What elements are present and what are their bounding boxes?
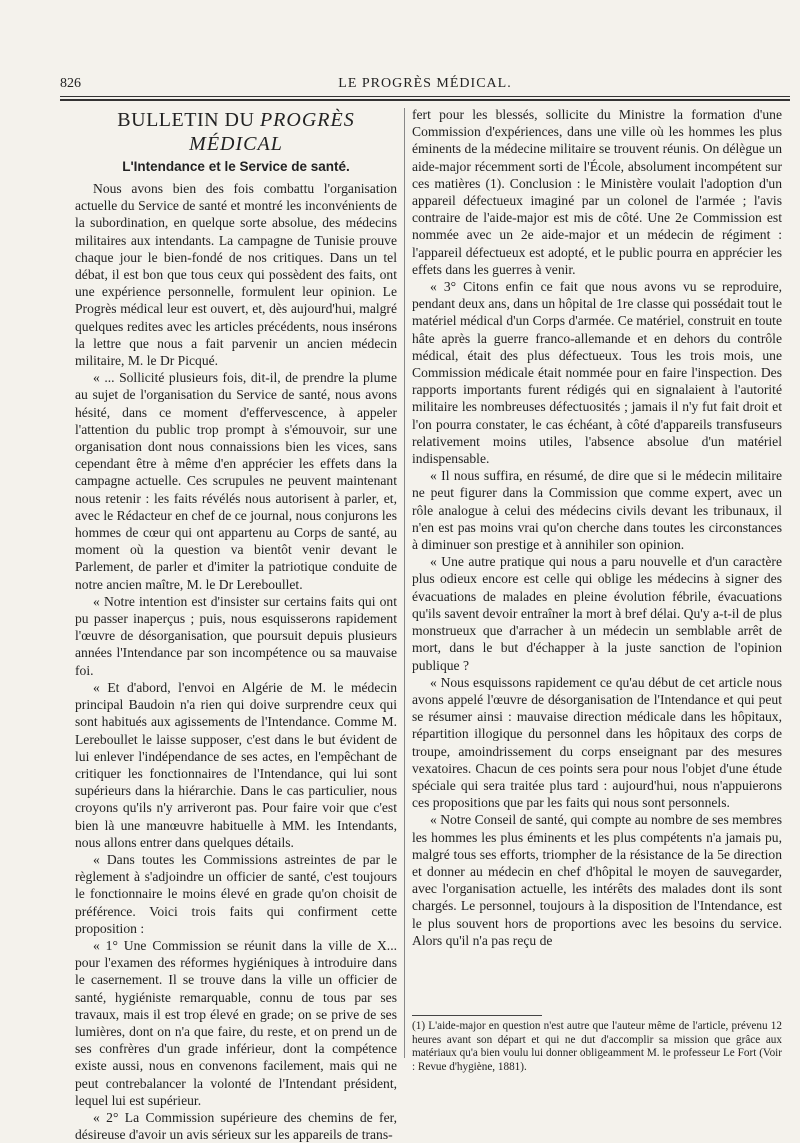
page-header — [60, 74, 790, 96]
page-number: 826 — [60, 76, 81, 91]
bulletin-heading-prefix: BULLETIN DU — [117, 109, 255, 131]
paragraph: « 1° Une Commission se réunit dans la ville de X... pour l'examen des réformes hygiéniques à introduire dans le casernement. Il se trouve dans la ville un officier de santé, hygiéniste remarquable, connu de tous par ses travaux, mais il est trop élevé en grade; on se prive de ses lumières, dont on n'a que faire, du reste, et on prend un de ses confrères d'un grade inférieur, dont la compétence existe aussi, nous en convenons facilement, mais qui ne peut contrebalancer la volonté de l'Intendant président, lequel lui est supérieur. — [75, 937, 397, 1108]
article-title: L'Intendance et le Service de santé. — [122, 159, 350, 174]
paragraph: « Une autre pratique qui nous a paru nouvelle et d'un caractère plus odieux encore est celle qui oblige les médecins à signer des évacuations de malades en pleine évolution fébrile, évacuations qu'ils savent devoir entraîner la mort à bref délai. Qu'y a-t-il de plus monstrueux que d'arracher à un médecin un semblable arrêt de mort, dans le but d'échapper à la juste sanction de l'opinion publique ? — [412, 554, 782, 673]
running-title: LE PROGRÈS MÉDICAL. — [338, 76, 512, 91]
paragraph: « Et d'abord, l'envoi en Algérie de M. le médecin principal Baudoin n'a rien qui doive surprendre ceux qui sont habitués aux agissements de l'Intendance. Comme M. Lereboullet le laisse supposer, c'est dans le but évident de lui enlever l'indépendance de ses actes, en l'empêchant de critiquer les fonctionnaires de l'Intendance, qui lui sont supérieurs dans la hiérarchie. Dans le cas particulier, nous croyons qu'ils n'y arriveront pas. Pour faire voir que c'est bien là une manœuvre habituelle à MM. les Intendants, nous allons entrer dans quelques détails. — [75, 679, 397, 850]
right-column — [412, 106, 782, 949]
bulletin-heading-journal: PROGRÈS MÉDICAL — [189, 109, 355, 155]
footnote-rule — [412, 1015, 542, 1016]
paragraph: « 3° Citons enfin ce fait que nous avons vu se reproduire, pendant deux ans, dans un hôpital de 1re classe qui possédait tout le matériel médical d'un Corps d'armée. Ce matériel, construit en toute hâte après la guerre franco-allemande et en dehors du contrôle médical, était des plus défectueux. Tous les trois mois, une Commission médicale était nommée pour en faire l'inspection. Des rapports importants furent rédigés qui en signalaient à l'autorité militaire les nombreuses défectuosités ; jamais il n'y fut fait droit et l'on pourra constater, le cas échéant, à côté d'appareils transfuseurs relativement moins utiles, l'absence absolue d'un matériel indispensable. — [412, 279, 782, 467]
header-rule — [60, 96, 790, 97]
paragraph: « ... Sollicité plusieurs fois, dit-il, de prendre la plume au sujet de l'organisation du Service de santé, nous avons hésité, dans ce moment d'effervescence, à appeler l'attention du public trop prompt à s'émouvoir, sur une organisation dont nous connaissions bien les vices, sans cependant être à même d'en apprécier les effets dans la campagne actuelle. Ces scrupules ne peuvent maintenant nous retenir : les faits révélés nous autorisent à parler, et, avec le Rédacteur en chef de ce journal, nous conjurons les hommes de cœur qui ont appartenu au Corps de santé, au moment où la question va bientôt venir devant le Parlement, de parler et d'imiter la patriotique conduite de notre ancien maître, M. le Dr Lereboullet. — [75, 370, 397, 592]
paragraph: « Notre intention est d'insister sur certains faits qui ont pu passer inaperçus ; puis, nous esquisserons rapidement l'œuvre de désorganisation, que poursuit depuis plusieurs années l'Intendance par son incompétence ou sa mauvaise foi. — [75, 593, 397, 678]
paragraph: fert pour les blessés, sollicite du Ministre la formation d'une Commission d'expériences, dans une ville où les hommes les plus éminents de la médecine militaire se trouvent réunis. On délègue un aide-major récemment sorti de l'École, absolument incompétent sur ces matières (1). Conclusion : le Ministère voulait l'adoption d'un appareil défectueux imaginé par un colonel de l'armée ; l'avis contraire de l'aide-major est mis de côté. Une 2e Commission est nommée avec un 2e aide-major et un médecin de régiment : l'appareil défectueux est adopté, et le public pourra en apprécier les effets dans les guerres à venir. — [412, 107, 782, 277]
paragraph: « Notre Conseil de santé, qui compte au nombre de ses membres les hommes les plus éminents et les plus compétents n'a jamais pu, malgré tous ses efforts, triompher de la résistance de la 5e direction et donner au médecin en chef d'hôpital le moyen de sauvegarder, avec l'organisation actuelle, les intérêts des malades dont ils sont chargés. Le personnel, toujours à la disposition de l'Intendance, est le plus souvent hors de proportions avec les besoins du service. Alors qu'il n'a pas reçu de — [412, 812, 782, 948]
bulletin-heading — [75, 108, 397, 156]
paragraph: « Il nous suffira, en résumé, de dire que si le médecin militaire ne peut figurer dans la Commission que comme expert, avec un rôle analogue à celui des médecins civils devant les tribunaux, il n'en est pas moins vrai qu'on cherche dans toutes les circonstances à diminuer son prestige et à annihiler son opinion. — [412, 468, 782, 553]
paragraph: « Dans toutes les Commissions astreintes de par le règlement à s'adjoindre un officier de santé, c'est toujours le fonctionnaire le moins élevé en grade qu'on choisit de préférence. Voici trois faits qui confirment cette proposition : — [75, 851, 397, 936]
paragraph: « Nous esquissons rapidement ce qu'au début de cet article nous avons appelé l'œuvre de désorganisation de l'Intendance et qui peut se résumer ainsi : mauvaise direction médicale dans les hôpitaux, répartition illogique du personnel dans les hôpitaux des corps de troupe, amoindrissement du corps enseignant par des mesures vexatoires. Chacun de ces points sera pour nous l'objet d'une étude spéciale qui sera traitée plus tard : aujourd'hui, nous n'appuierons ces propositions que par les faits qui nous sont personnels. — [412, 674, 782, 811]
column-divider — [404, 108, 405, 1058]
footnote: (1) L'aide-major en question n'est autre que l'auteur même de l'article, prévenu 12 heures avant son départ et qui ne dut d'accomplir sa mission que grâce aux matériaux qu'a bien voulu lui donner obligeamment M. le professeur Le Fort (Voir : Revue d'hygiène, 1881). — [412, 1020, 782, 1073]
header-rule-thick — [60, 99, 790, 101]
paragraph: « 2° La Commission supérieure des chemins de fer, désireuse d'avoir un avis sérieux sur les appareils de trans- — [75, 1109, 397, 1143]
left-column — [75, 106, 397, 1143]
paragraph: Nous avons bien des fois combattu l'organisation actuelle du Service de santé et montré les inconvénients de la subordination, en quelque sorte absolue, des médecins militaires aux intendants. La campagne de Tunisie prouve chaque jour le bien-fondé de nos critiques. Dans un tel débat, il est bon que tous ceux qui possèdent des faits, ont une expérience personnelle, formulent leur opinion. Le Progrès médical leur est ouvert, et, dès aujourd'hui, malgré quelques redites avec les articles précédents, nous insérons la lettre que nous a fait parvenir un ancien médecin militaire, M. le Dr Picqué. — [75, 181, 397, 369]
